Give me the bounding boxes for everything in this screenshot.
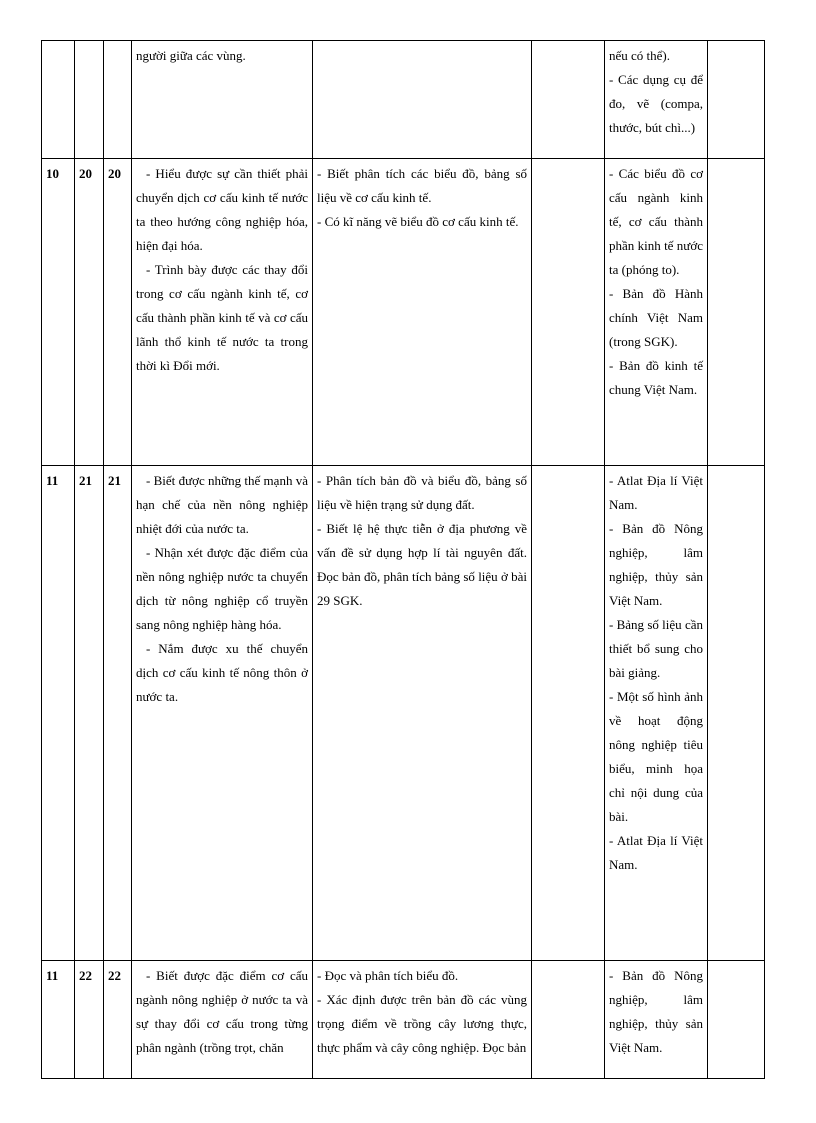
- skills-text: - Biết lệ hệ thực tiễn ở địa phương về vấn đề sử dụng hợp lí tài nguyên đất. Đọc bản đồ, phân tích bảng số liệu ở bài 29 SGK.: [317, 521, 527, 608]
- empty-cell: [532, 159, 605, 466]
- skills-text: - Biết phân tích các biểu đồ, bảng số liệu về cơ cấu kinh tế.: [317, 166, 527, 205]
- skills-text: - Phân tích bản đồ và biểu đồ, bảng số liệu về hiện trạng sử dụng đất.: [317, 473, 527, 512]
- empty-cell: [532, 961, 605, 1079]
- lesson-plan-table: [41, 40, 765, 1079]
- notes-cell: [708, 41, 765, 159]
- knowledge-text: - Nắm được xu thế chuyển dịch cơ cấu kinh tế nông thôn ở nước ta.: [136, 641, 308, 704]
- lesson-number-cell: 21: [75, 466, 104, 961]
- lesson-number-cell: 20: [75, 159, 104, 466]
- materials-cell: [605, 466, 708, 961]
- notes-cell: [708, 961, 765, 1079]
- table-row: [42, 961, 765, 1079]
- skills-cell: [313, 159, 532, 466]
- materials-text: - Các biểu đồ cơ cấu ngành kinh tế, cơ cấu thành phần kinh tế nước ta (phóng to).: [609, 166, 703, 277]
- knowledge-text: - Biết được những thế mạnh và hạn chế của nền nông nghiệp nhiệt đới của nước ta.: [136, 473, 308, 536]
- period-number-cell: 21: [104, 466, 132, 961]
- lesson-number-cell: 22: [75, 961, 104, 1079]
- materials-cell: [605, 961, 708, 1079]
- week-cell: 11: [42, 466, 75, 961]
- notes-cell: [708, 159, 765, 466]
- lesson-number-cell: [75, 41, 104, 159]
- period-number-cell: [104, 41, 132, 159]
- knowledge-cell: [132, 466, 313, 961]
- table-row: [42, 159, 765, 466]
- week-cell: 11: [42, 961, 75, 1079]
- notes-cell: [708, 466, 765, 961]
- knowledge-cell: [132, 961, 313, 1079]
- knowledge-text: - Trình bày được các thay đổi trong cơ cấu ngành kinh tế, cơ cấu thành phần kinh tế và cơ cấu lãnh thổ kinh tế nước ta trong thời kì Đổi mới.: [136, 262, 308, 373]
- knowledge-text: - Hiểu được sự cần thiết phải chuyển dịch cơ cấu kinh tế nước ta theo hướng công nghiệp hóa, hiện đại hóa.: [136, 166, 308, 253]
- materials-text: - Atlat Địa lí Việt Nam.: [609, 833, 703, 872]
- period-number-cell: 20: [104, 159, 132, 466]
- materials-text: - Bản đồ Nông nghiệp, lâm nghiệp, thủy sản Việt Nam.: [609, 968, 703, 1055]
- materials-text: - Một số hình ảnh về hoạt động nông nghiệp tiêu biểu, minh họa chỉ nội dung của bài.: [609, 689, 703, 824]
- materials-text: - Bản đồ Nông nghiệp, lâm nghiệp, thủy sản Việt Nam.: [609, 521, 703, 608]
- skills-text: - Có kĩ năng vẽ biểu đồ cơ cấu kinh tế.: [317, 214, 519, 229]
- knowledge-cell: [132, 41, 313, 159]
- materials-cell: [605, 41, 708, 159]
- table-row: [42, 41, 765, 159]
- week-cell: [42, 41, 75, 159]
- skills-cell: [313, 41, 532, 159]
- materials-text: - Atlat Địa lí Việt Nam.: [609, 473, 703, 512]
- skills-cell: [313, 961, 532, 1079]
- knowledge-text: - Biết được đặc điểm cơ cấu ngành nông nghiệp ở nước ta và sự thay đổi cơ cấu trong từng phân ngành (trồng trọt, chăn: [136, 968, 308, 1055]
- materials-cell: [605, 159, 708, 466]
- week-cell: 10: [42, 159, 75, 466]
- materials-text: - Bản đồ kinh tế chung Việt Nam.: [609, 358, 703, 397]
- table-row: [42, 466, 765, 961]
- empty-cell: [532, 466, 605, 961]
- materials-text: - Bản đồ Hành chính Việt Nam (trong SGK).: [609, 286, 703, 349]
- knowledge-text: người giữa các vùng.: [136, 48, 246, 63]
- skills-cell: [313, 466, 532, 961]
- materials-text: - Các dụng cụ để đo, vẽ (compa, thước, bút chì...): [609, 72, 703, 135]
- knowledge-text: - Nhận xét được đặc điểm của nền nông nghiệp nước ta chuyển dịch từ nông nghiệp cổ truyền sang nông nghiệp hàng hóa.: [136, 545, 308, 632]
- empty-cell: [532, 41, 605, 159]
- period-number-cell: 22: [104, 961, 132, 1079]
- skills-text: - Xác định được trên bản đồ các vùng trọng điểm về trồng cây lương thực, thực phẩm và cây công nghiệp. Đọc bản: [317, 992, 527, 1055]
- knowledge-cell: [132, 159, 313, 466]
- materials-text: nếu có thể).: [609, 48, 671, 63]
- skills-text: - Đọc và phân tích biểu đồ.: [317, 968, 459, 983]
- materials-text: - Bảng số liệu cần thiết bổ sung cho bài giảng.: [609, 617, 703, 680]
